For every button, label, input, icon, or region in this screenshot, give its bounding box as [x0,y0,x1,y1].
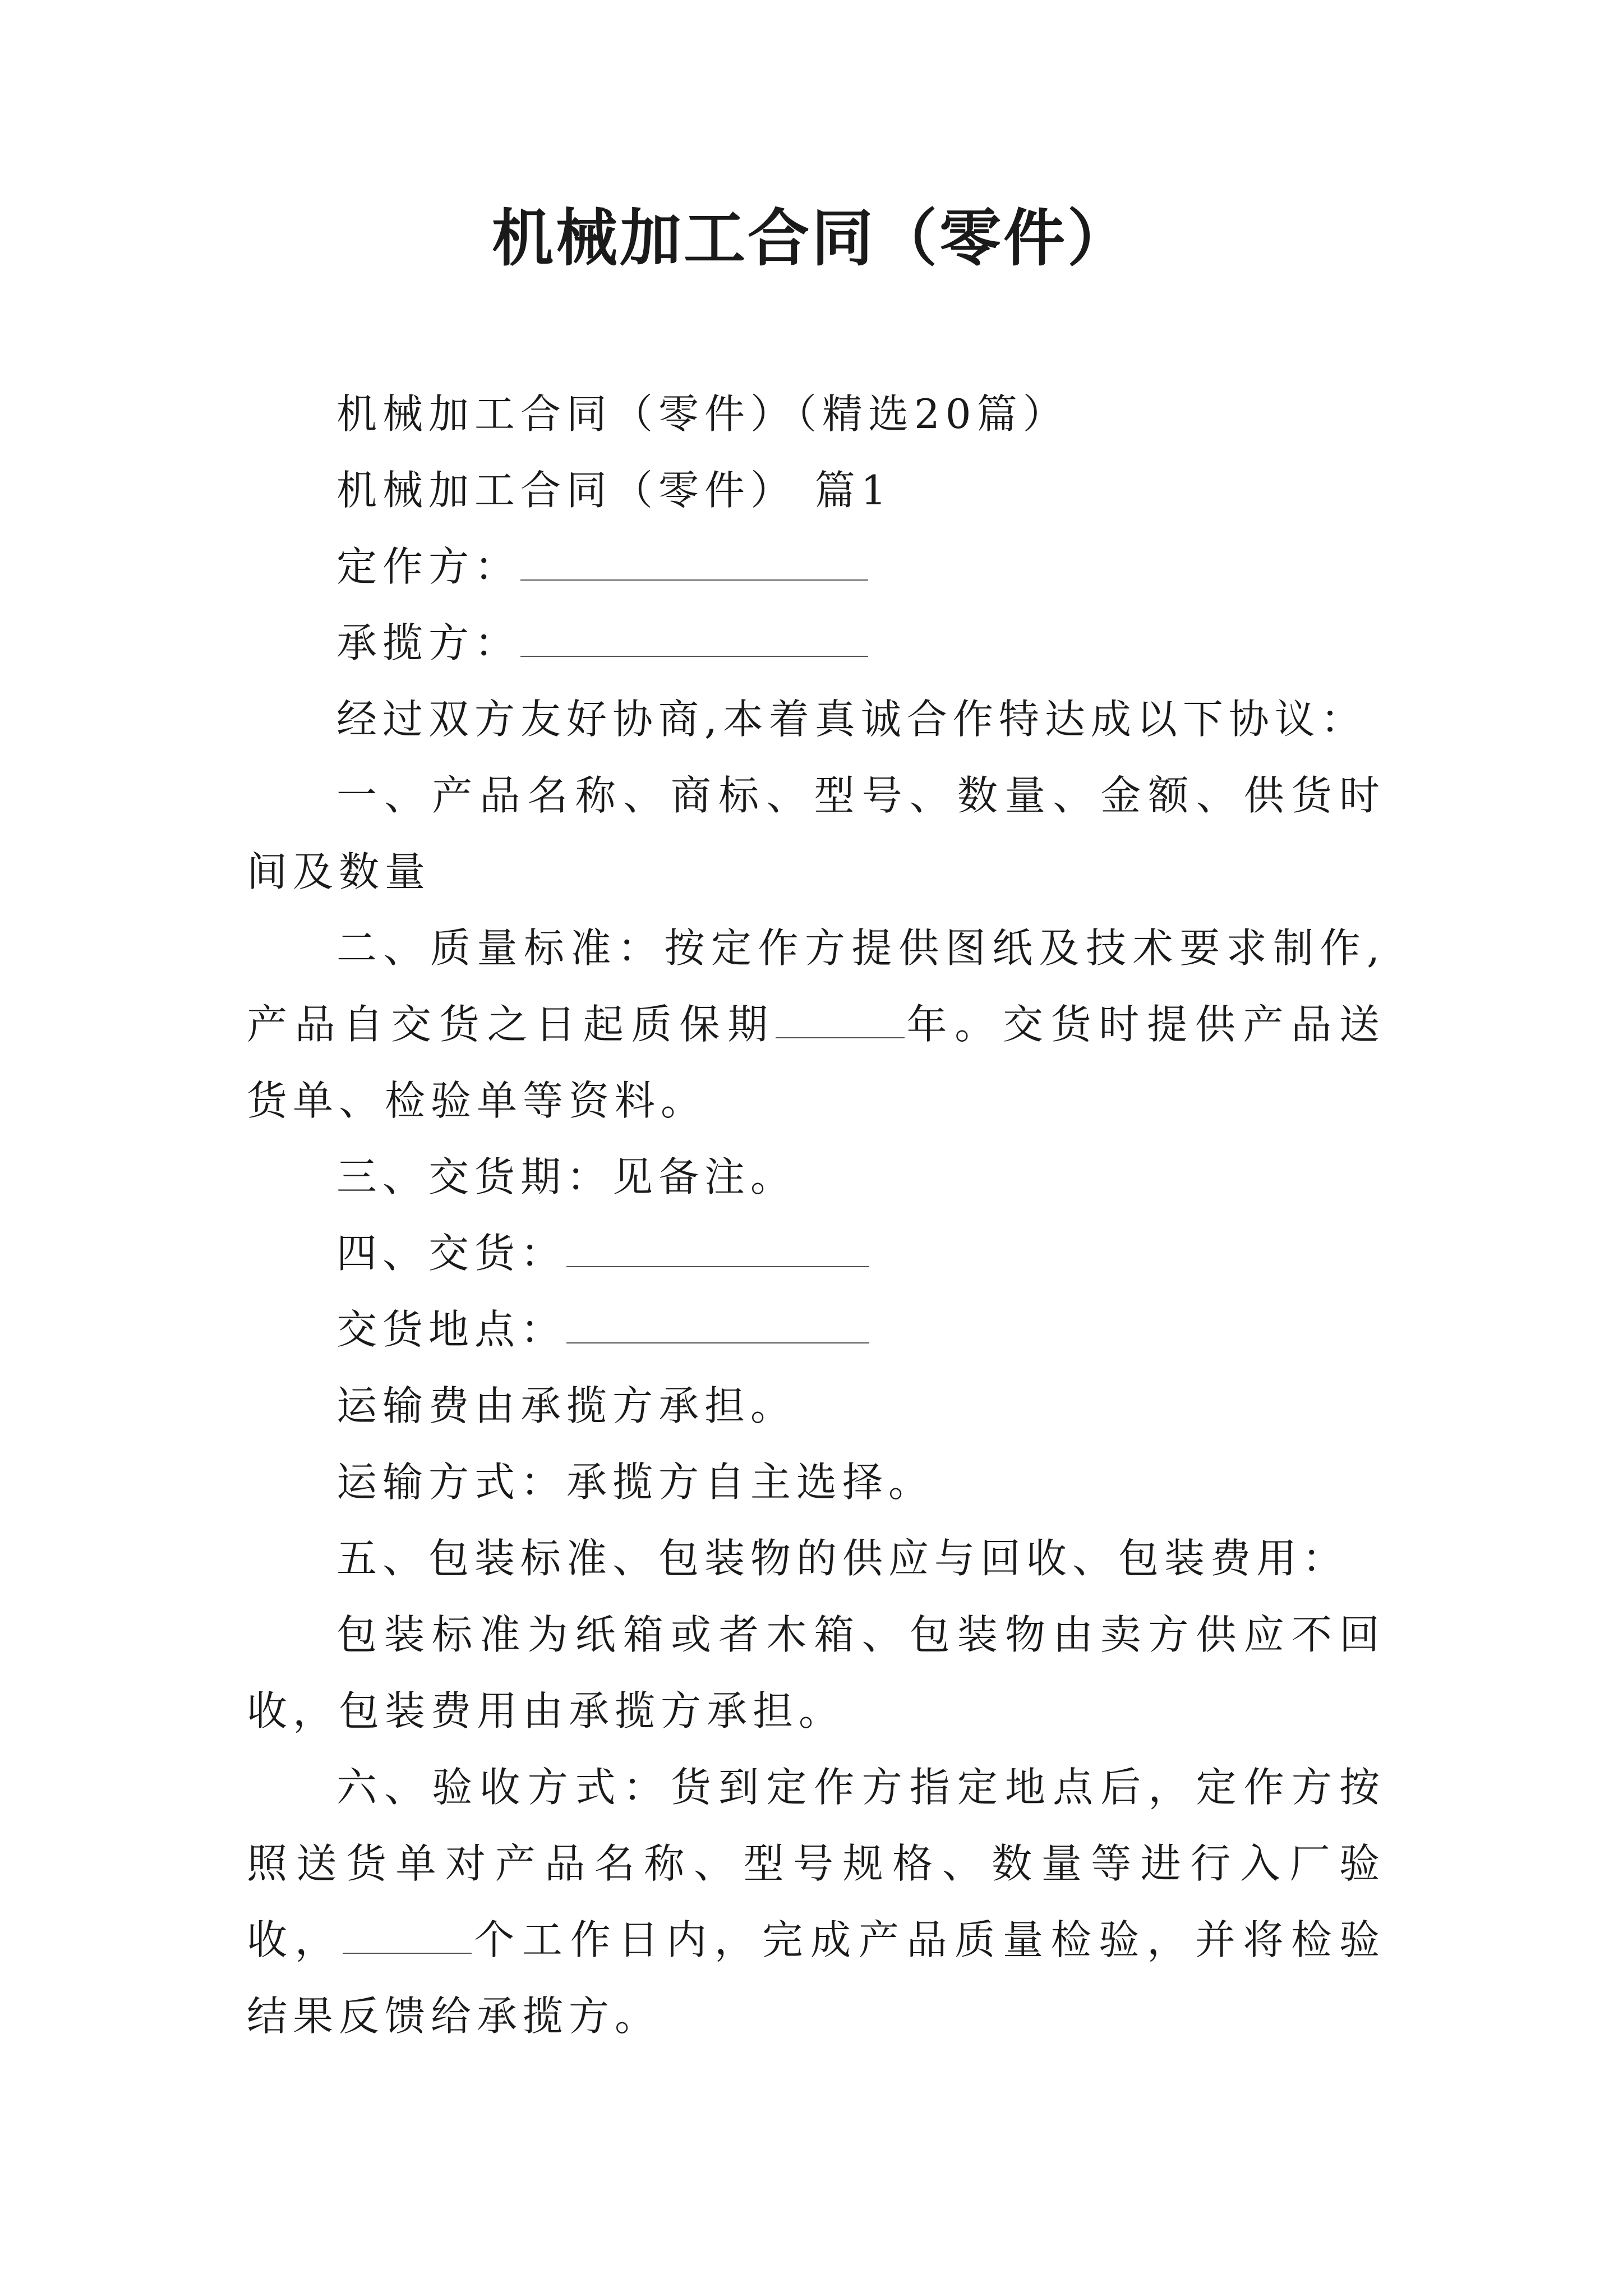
party-a-line [247,528,1385,605]
freight-text: 运输费由承揽方承担。 [336,1382,797,1429]
clause-6 [247,1749,1385,2054]
party-b-label: 承揽方： [336,619,521,666]
party-a-blank [520,542,868,581]
subtitle [247,376,1385,452]
document-body [247,376,1385,2054]
delivery-place-line [247,1291,1385,1368]
section-heading [247,452,1385,528]
clause-3 [247,1139,1385,1215]
freight-line [247,1368,1385,1444]
party-b-blank [520,619,868,657]
transport-line [247,1444,1385,1520]
packing-paragraph [247,1596,1385,1749]
clause-5 [247,1520,1385,1596]
clause-6-text-b: 个工作日内，完成产品质量检验，并将检验结果反馈给承揽方。 [247,1916,1385,2040]
clause-2-text-b: 年。交货时提供产品送货单、检验单等资料。 [247,1001,1385,1124]
party-b-line [247,605,1385,681]
workdays-blank [343,1916,472,1954]
intro-text: 经过双方友好协商,本着真诚合作特达成以下协议： [336,696,1367,743]
party-a-label: 定作方： [336,543,521,590]
clause-6-text-a: 六、验收方式：货到定作方指定地点后，定作方按照送货单对产品名称、型号规格、数量等进行入厂验收， [247,1764,1385,1963]
warranty-years-blank [776,1000,905,1038]
subtitle-text: 机械加工合同（零件）（精选20篇） [336,390,1069,438]
clause-2-text-a: 二、质量标准：按定作方提供图纸及技术要求制作,产品自交货之日起质保期 [247,924,1385,1048]
delivery-place-label: 交货地点： [336,1306,567,1353]
clause-3-text: 三、交货期：见备注。 [336,1153,797,1200]
clause-4-label: 四、交货： [336,1230,567,1277]
intro-paragraph [247,681,1385,757]
clause-1 [247,757,1385,910]
clause-5-text: 五、包装标准、包装物的供应与回收、包装费用： [336,1535,1349,1582]
delivery-place-blank [566,1305,869,1343]
clause-4 [247,1215,1385,1291]
section-heading-text: 机械加工合同（零件） 篇1 [336,467,892,514]
packing-text: 包装标准为纸箱或者木箱、包装物由卖方供应不回收，包装费用由承揽方承担。 [247,1611,1385,1734]
transport-text: 运输方式：承揽方自主选择。 [336,1458,935,1506]
clause-1-text: 一、产品名称、商标、型号、数量、金额、供货时间及数量 [247,772,1385,895]
document-title: 机械加工合同（零件） [492,202,1131,274]
clause-2 [247,910,1385,1139]
delivery-blank [566,1229,869,1267]
